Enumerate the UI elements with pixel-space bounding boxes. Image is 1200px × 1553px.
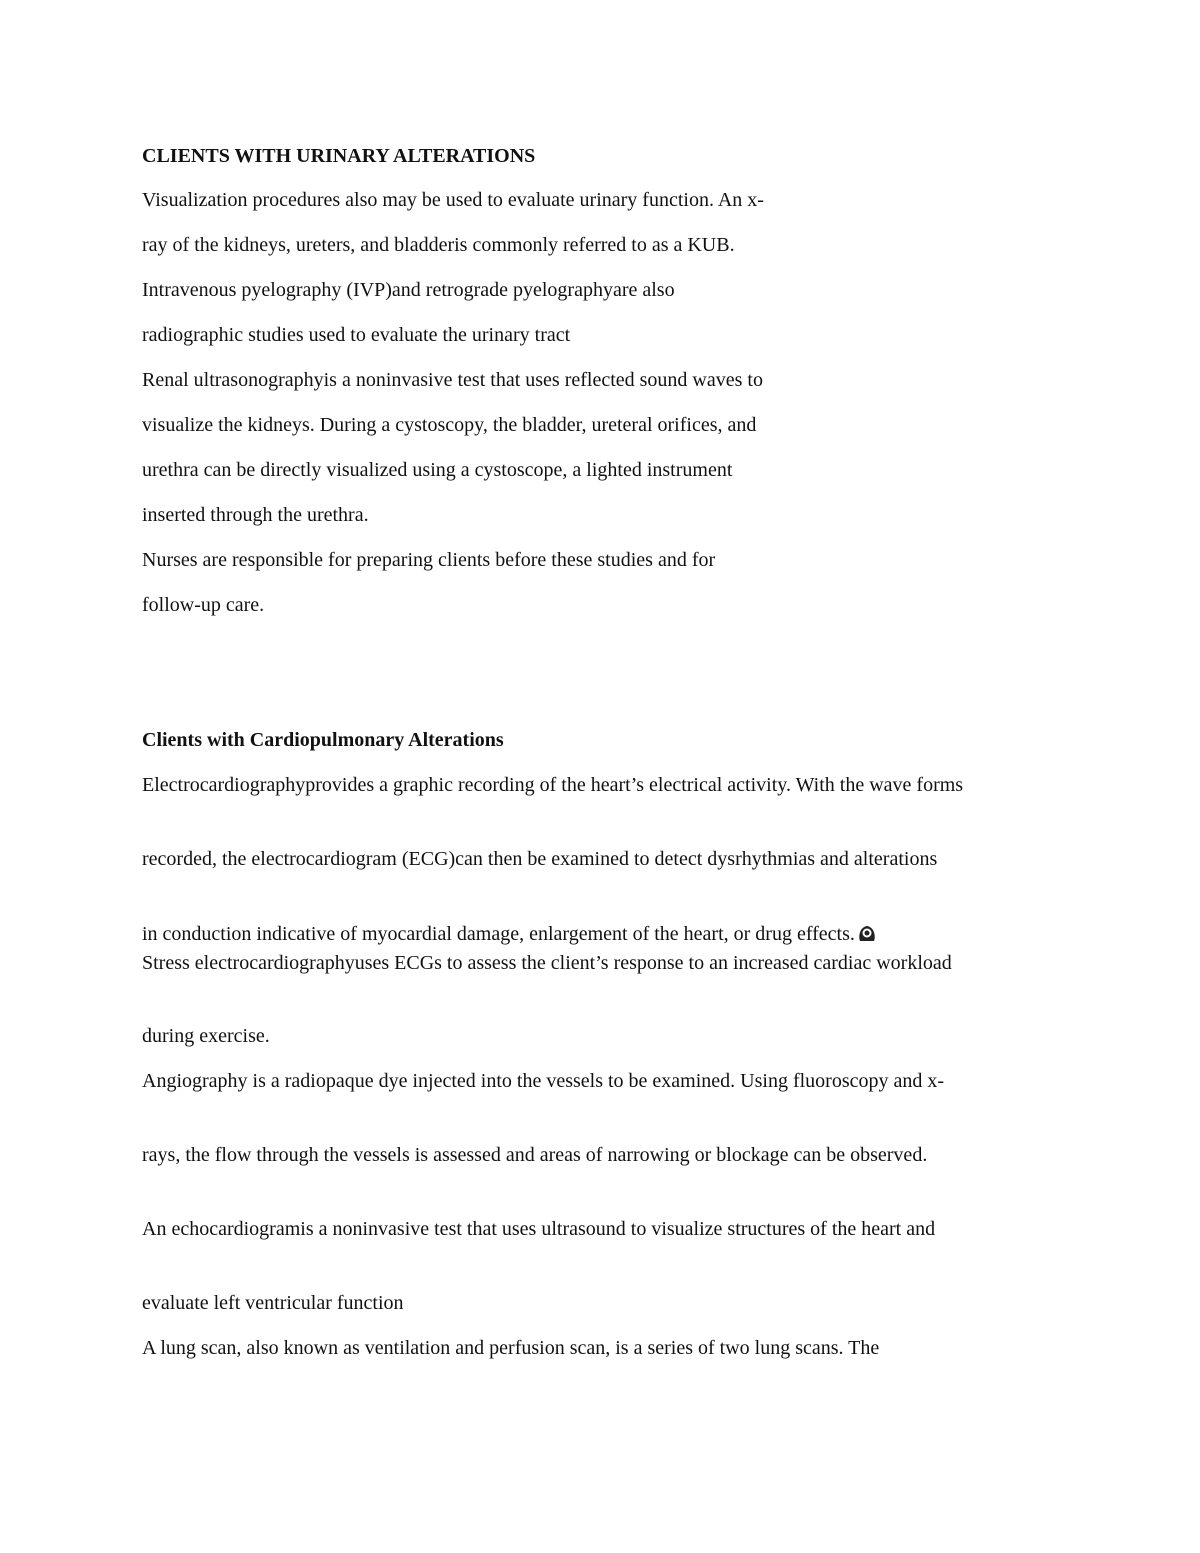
paragraph-conduction	[142, 920, 877, 948]
paragraph-line: Renal ultrasonographyis a noninvasive test that uses reflected sound waves to	[142, 369, 763, 391]
paragraph-line: evaluate left ventricular function	[142, 1292, 404, 1314]
paragraph-line: during exercise.	[142, 1025, 270, 1047]
paragraph-lung-scan: A lung scan, also known as ventilation and perfusion scan, is a series of two lung scans. The	[142, 1337, 880, 1359]
paragraph-ecg-recorded: recorded, the electrocardiogram (ECG)can then be examined to detect dysrhythmias and alterations	[142, 848, 938, 870]
section-heading-cardiopulmonary: Clients with Cardiopulmonary Alterations	[142, 729, 504, 751]
paragraph-ecg: Electrocardiographyprovides a graphic recording of the heart’s electrical activity. With the wave forms	[142, 774, 964, 796]
paragraph-echocardiogram: An echocardiogramis a noninvasive test that uses ultrasound to visualize structures of the heart and	[142, 1218, 936, 1240]
paragraph-angiography: Angiography is a radiopaque dye injected into the vessels to be examined. Using fluoroscopy and x-	[142, 1070, 945, 1092]
embedded-symbol-icon	[857, 923, 877, 943]
paragraph-line: Visualization procedures also may be used to evaluate urinary function. An x-	[142, 189, 764, 211]
paragraph-line: Intravenous pyelography (IVP)and retrograde pyelographyare also	[142, 279, 675, 301]
paragraph-line: ray of the kidneys, ureters, and bladderis commonly referred to as a KUB.	[142, 234, 735, 256]
paragraph-line: radiographic studies used to evaluate the urinary tract	[142, 324, 571, 346]
paragraph-line: inserted through the urethra.	[142, 504, 369, 526]
conduction-text: in conduction indicative of myocardial damage, enlargement of the heart, or drug effects.	[142, 923, 855, 945]
section-heading-urinary: CLIENTS WITH URINARY ALTERATIONS	[142, 145, 536, 167]
paragraph-line: follow-up care.	[142, 594, 265, 616]
paragraph-stress-ecg: Stress electrocardiographyuses ECGs to assess the client’s response to an increased cardiac workload	[142, 952, 952, 974]
paragraph-line: urethra can be directly visualized using a cystoscope, a lighted instrument	[142, 459, 733, 481]
paragraph-angiography-flow: rays, the flow through the vessels is assessed and areas of narrowing or blockage can be observed.	[142, 1144, 928, 1166]
paragraph-line: visualize the kidneys. During a cystoscopy, the bladder, ureteral orifices, and	[142, 414, 757, 436]
paragraph-line: Nurses are responsible for preparing clients before these studies and for	[142, 549, 716, 571]
